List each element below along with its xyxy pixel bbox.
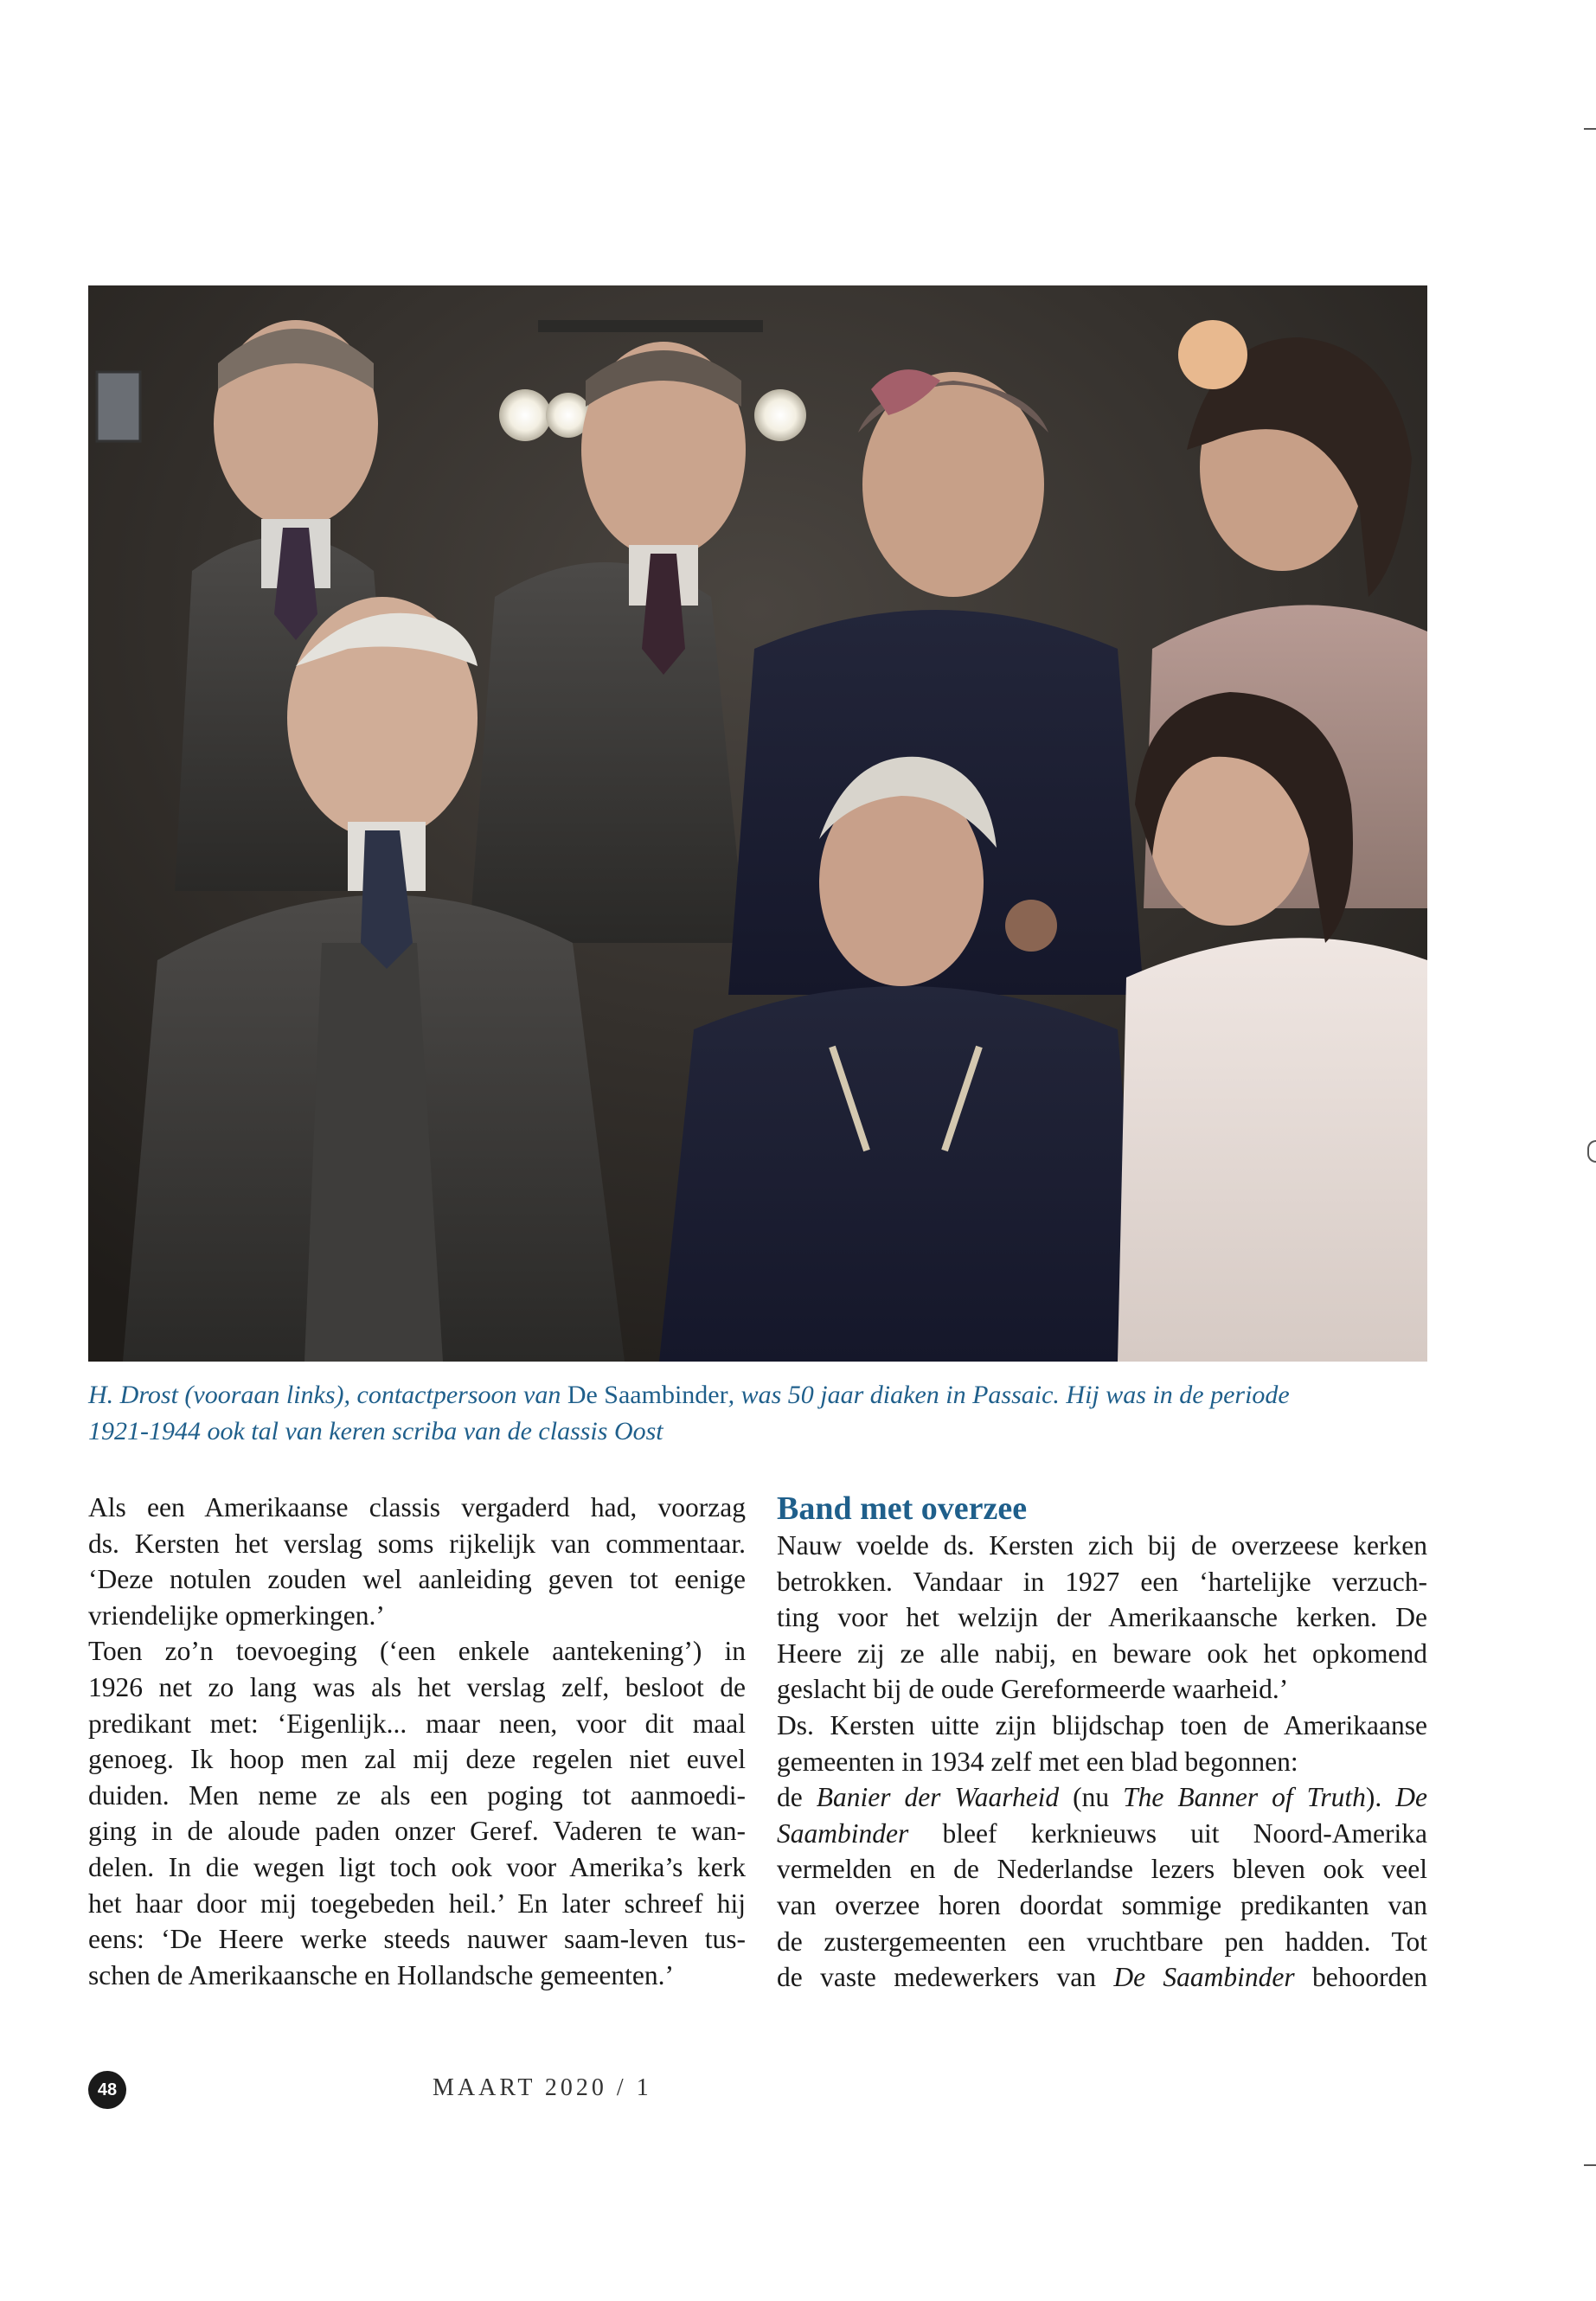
family-photo-illustration — [88, 285, 1427, 1362]
page-number-badge: 48 — [88, 2071, 126, 2109]
right-line-4: Heere zij ze alle nabij, en beware ook het opkomend — [777, 1638, 1427, 1669]
right-line-10: vermelden en de Nederlandse lezers bleven ook veel — [777, 1854, 1427, 1885]
left-line-2: ds. Kersten het verslag soms rijkelijk van commentaar. — [88, 1528, 746, 1559]
crop-mark-bottom — [1584, 2164, 1596, 2166]
left-line-13: eens: ‘De Heere werke steeds nauwer saam-leven tus- — [88, 1924, 746, 1955]
right-line-8-pre: de — [777, 1782, 817, 1813]
right-line-5: geslacht bij de oude Gereformeerde waarheid.’ — [777, 1674, 1289, 1705]
caption-text-2: , was 50 jaar diaken in Passaic. Hij was in de periode — [727, 1381, 1290, 1409]
registration-mark — [1587, 1140, 1596, 1163]
caption-text-3: 1921-1944 ook tal van keren scriba van de classis Oost — [88, 1417, 663, 1445]
right-line-3: ting voor het welzijn der Amerikaansche kerken. De — [777, 1602, 1427, 1633]
title-de: De — [1395, 1782, 1427, 1813]
left-line-6: 1926 net zo lang was als het verslag zelf, besloot de — [88, 1671, 746, 1702]
right-line-2: betrokken. Vandaar in 1927 een ‘hartelijke verzuch- — [777, 1566, 1427, 1597]
right-line-13-post: behoorden — [1294, 1962, 1427, 1993]
right-line-9-post: bleef kerknieuws uit Noord-Amerika — [908, 1817, 1427, 1849]
left-column — [88, 1490, 746, 1993]
left-line-8: genoeg. Ik hoop men zal mij deze regelen niet euvel — [88, 1744, 746, 1775]
left-line-12: het haar door mij toegebeden heil.’ En later schreef hij — [88, 1888, 746, 1919]
left-line-11: delen. In die wegen ligt toch ook voor Amerika’s kerk — [88, 1851, 746, 1882]
section-heading: Band met overzee — [777, 1490, 1028, 1527]
title-banner-of-truth: The Banner of Truth — [1123, 1782, 1366, 1813]
left-line-9: duiden. Men neme ze als een poging tot aanmoedi- — [88, 1779, 746, 1811]
title-de-saambinder: De Saambinder — [1113, 1962, 1295, 1993]
caption-text-1: H. Drost (vooraan links), contactpersoon van — [88, 1381, 567, 1409]
right-line-13-pre: de vaste medewerkers van — [777, 1962, 1114, 1993]
crop-mark-top — [1584, 128, 1596, 130]
right-column — [777, 1490, 1427, 1996]
left-line-5: Toen zo’n toevoeging (‘een enkele aantekening’) in — [88, 1636, 746, 1667]
left-line-7: predikant met: ‘Eigenlijk... maar neen, voor dit maal — [88, 1708, 746, 1739]
right-line-8-post: ). — [1365, 1782, 1396, 1813]
right-line-8 — [777, 1779, 1427, 1816]
right-line-6: Ds. Kersten uitte zijn blijdschap toen de Amerikaanse — [777, 1709, 1427, 1740]
right-line-12: de zustergemeenten een vruchtbare pen hadden. Tot — [777, 1926, 1427, 1957]
left-line-14: schen de Amerikaansche en Hollandsche gemeenten.’ — [88, 1959, 674, 1990]
right-line-1: Nauw voelde ds. Kersten zich bij de overzeese kerken — [777, 1530, 1427, 1561]
title-banier: Banier der Waarheid — [816, 1782, 1060, 1813]
left-line-3: ‘Deze notulen zouden wel aanleiding geven tot eenige — [88, 1564, 746, 1595]
right-line-7: gemeenten in 1934 zelf met een blad begonnen: — [777, 1746, 1298, 1777]
left-line-1: Als een Amerikaanse classis vergaderd had, voorzag — [88, 1492, 746, 1522]
right-line-8-mid: (nu — [1059, 1782, 1124, 1813]
right-line-11: van overzee horen doordat sommige predikanten van — [777, 1889, 1427, 1920]
left-line-4: vriendelijke opmerkingen.’ — [88, 1599, 385, 1631]
issue-label: MAART 2020 / 1 — [433, 2074, 652, 2101]
right-line-13 — [777, 1959, 1427, 1996]
family-photo — [88, 285, 1427, 1362]
photo-caption — [88, 1377, 1438, 1450]
left-line-10: ging in de aloude paden onzer Geref. Vaderen te wan- — [88, 1816, 746, 1847]
title-saambinder: Saambinder — [777, 1817, 909, 1849]
caption-magazine-name: De Saambinder — [567, 1381, 728, 1409]
right-line-9 — [777, 1816, 1427, 1852]
